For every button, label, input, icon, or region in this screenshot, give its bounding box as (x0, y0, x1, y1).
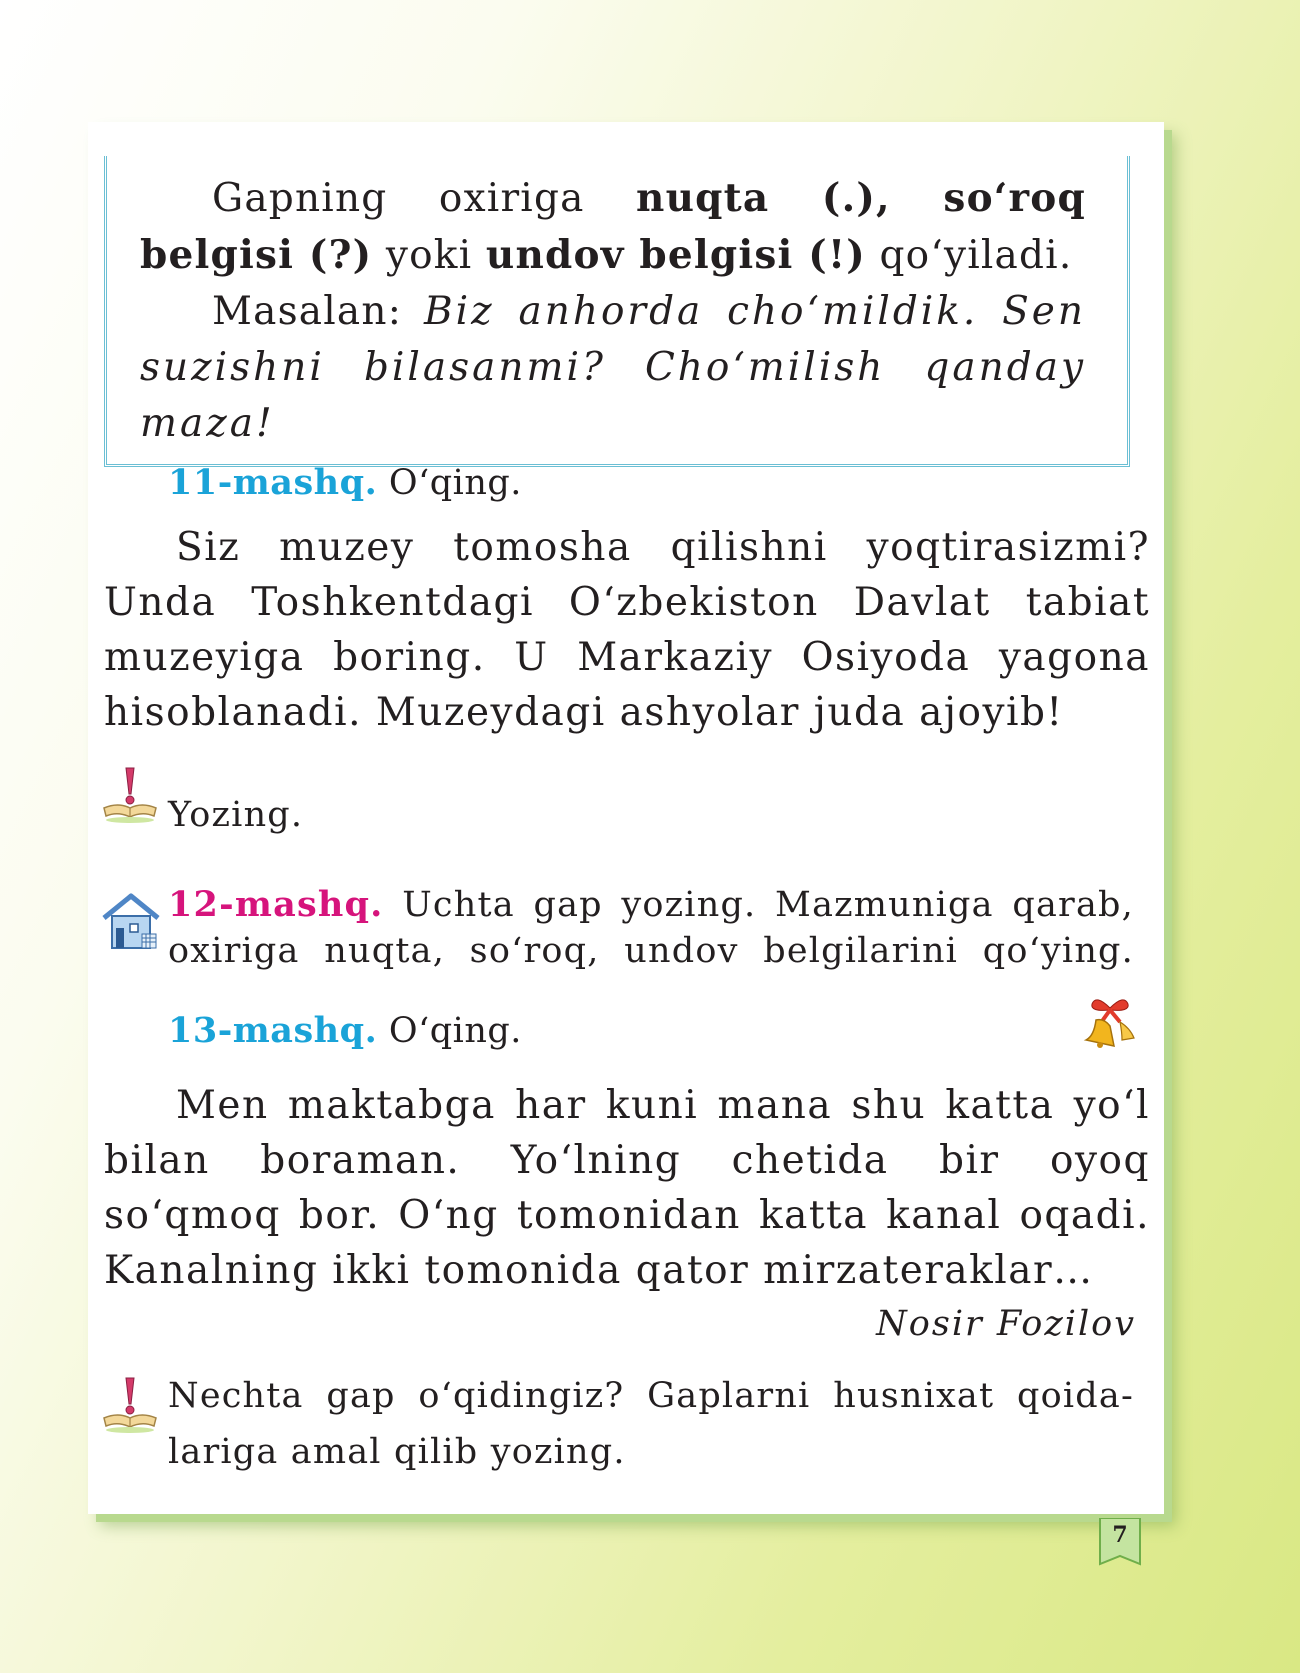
rule-text (140, 170, 1086, 452)
exercise-12-line-2: oxiriga nuqta, so‘roq, undov belgilarini qo‘ying. (168, 931, 1134, 971)
exercise-13-task (168, 1368, 1134, 1480)
exercise-13-heading (168, 1010, 522, 1051)
example-paragraph (140, 284, 1086, 452)
exercise-11-task: Yozing. (168, 795, 304, 835)
rule-text-mid: yoki (372, 233, 486, 278)
exercise-11-paragraph: Siz muzey tomosha qilishni yoqtirasizmi? Unda Toshkentdagi O‘zbekiston Davlat tabiat muzeyiga boring. U Markaziy Osiyoda yagona hisoblanadi. Muzeydagi ashyolar juda ajoyib! (104, 525, 1150, 735)
rule-bold-1: nuqta (.), so‘roq belgisi (?) (140, 175, 1086, 278)
exercise-12-line-1-text: Uchta gap yozing. Mazmuniga qarab, (402, 885, 1134, 925)
exercise-11-instruction: O‘qing. (388, 463, 522, 503)
exercise-12-number: 12-mashq. (168, 884, 384, 925)
rule-text-start: Gapning oxiriga (212, 176, 637, 221)
exercise-13-text (104, 1078, 1150, 1298)
page-number: 7 (1112, 1522, 1128, 1548)
exercise-12-text (168, 882, 1134, 974)
example-text: Biz anhorda cho‘mildik. Sen suzishni bilasanmi? Cho‘milish qanday maza! (140, 289, 1086, 446)
exercise-12-line-1 (168, 882, 1134, 928)
exercise-13-number: 13-mashq. (168, 1010, 378, 1051)
exercise-13-task-line-1: Nechta gap o‘qidingiz? Gaplarni husnixat qoida- (168, 1376, 1134, 1416)
homework-house-icon (100, 890, 162, 952)
exercise-13-paragraph: Men maktabga har kuni mana shu katta yo‘l bilan boraman. Yo‘lning chetida bir oyoq so‘qmoq bor. O‘ng tomonidan katta kanal oqadi. Kanalning ikki tomonida qator mirzateraklar… (104, 1083, 1150, 1293)
exercise-13-instruction: O‘qing. (388, 1011, 522, 1051)
rule-text-end: qo‘yiladi. (865, 233, 1073, 278)
rule-paragraph (140, 170, 1086, 284)
exercise-11-text (104, 520, 1150, 740)
example-label: Masalan: (212, 289, 425, 334)
write-task-icon (100, 764, 160, 826)
rule-bold-2: undov belgisi (!) (485, 232, 866, 278)
bell-icon (1080, 990, 1140, 1050)
page-number-badge (1098, 1518, 1142, 1566)
exercise-11-heading (168, 462, 522, 503)
exercise-11-number: 11-mashq. (168, 462, 378, 503)
write-task-icon-2 (100, 1374, 160, 1436)
author-name: Nosir Fozilov (876, 1304, 1136, 1344)
exercise-13-task-line-2: lariga amal qilib yozing. (168, 1432, 626, 1472)
